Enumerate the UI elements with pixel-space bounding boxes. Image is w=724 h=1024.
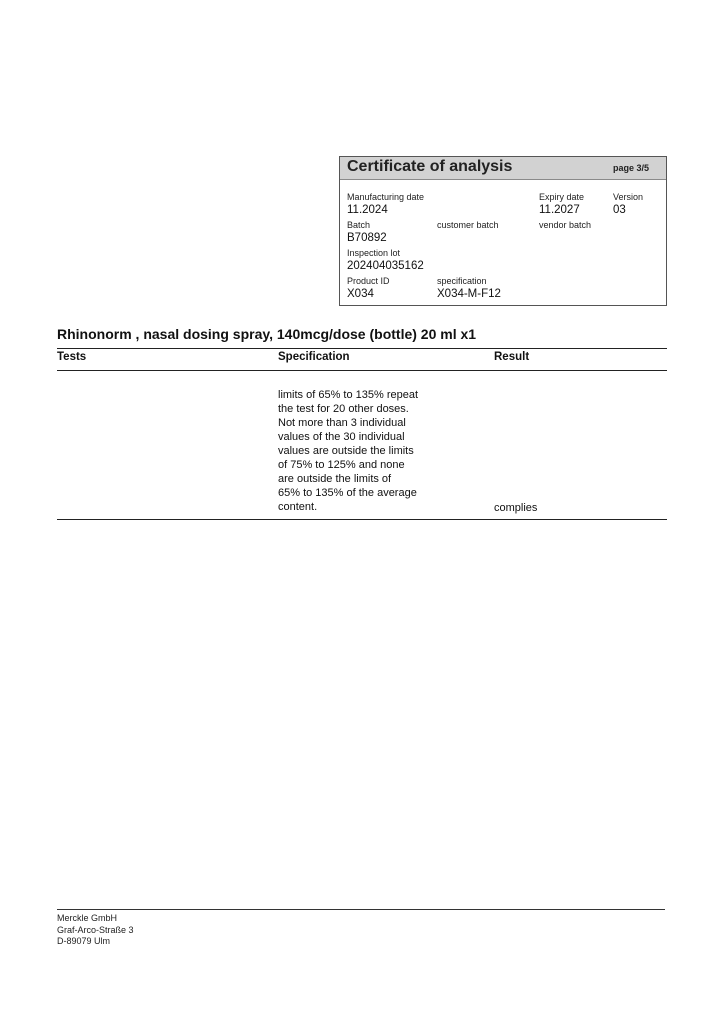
footer-city: D-89079 Ulm	[57, 936, 111, 946]
batch-label: Batch	[347, 220, 371, 230]
vendor-batch-label: vendor batch	[539, 220, 592, 230]
expiry-date-value: 11.2027	[539, 204, 580, 216]
version-label: Version	[613, 192, 644, 202]
product-id-value: X034	[347, 288, 374, 300]
product-id-label: Product ID	[347, 276, 390, 286]
spec-line: of 75% to 125% and none	[278, 459, 405, 471]
product-title: Rhinonorm , nasal dosing spray, 140mcg/dose (bottle) 20 ml x1	[57, 326, 477, 342]
specification-cell	[278, 388, 448, 514]
table-header-rule	[57, 370, 667, 371]
expiry-date-label: Expiry date	[539, 192, 585, 202]
spec-line: content.	[278, 501, 318, 513]
spec-line: 65% to 135% of the average	[278, 487, 417, 499]
spec-line: values are outside the limits	[278, 445, 414, 457]
footer-address	[57, 913, 134, 948]
spec-line: the test for 20 other doses.	[278, 403, 409, 415]
table-bottom-rule	[57, 519, 667, 520]
spec-line: values of the 30 individual	[278, 431, 405, 443]
footer-company: Merckle GmbH	[57, 913, 118, 923]
header-tests: Tests	[57, 351, 87, 363]
manufacturing-date-value: 11.2024	[347, 204, 388, 216]
footer-street: Graf-Arco-Straße 3	[57, 924, 134, 935]
inspection-lot-value: 202404035162	[347, 260, 424, 272]
header-result: Result	[494, 351, 530, 363]
certificate-box	[339, 156, 667, 306]
spec-line: limits of 65% to 135% repeat	[278, 389, 419, 401]
table-top-rule	[57, 348, 667, 349]
specification-value: X034-M-F12	[437, 288, 501, 300]
footer-rule	[57, 909, 665, 910]
inspection-lot-label: Inspection lot	[347, 248, 401, 258]
certificate-header	[340, 157, 666, 180]
version-value: 03	[613, 204, 626, 216]
page-number: page 3/5	[612, 163, 649, 173]
spec-line: Not more than 3 individual	[278, 417, 406, 429]
header-specification: Specification	[278, 351, 350, 363]
spec-line: are outside the limits of	[278, 473, 392, 485]
certificate-title: Certificate of analysis	[347, 158, 513, 175]
manufacturing-date-label: Manufacturing date	[347, 192, 425, 202]
result-cell: complies	[494, 502, 538, 514]
batch-value: B70892	[347, 232, 387, 244]
specification-label: specification	[437, 276, 487, 286]
customer-batch-label: customer batch	[437, 220, 499, 230]
